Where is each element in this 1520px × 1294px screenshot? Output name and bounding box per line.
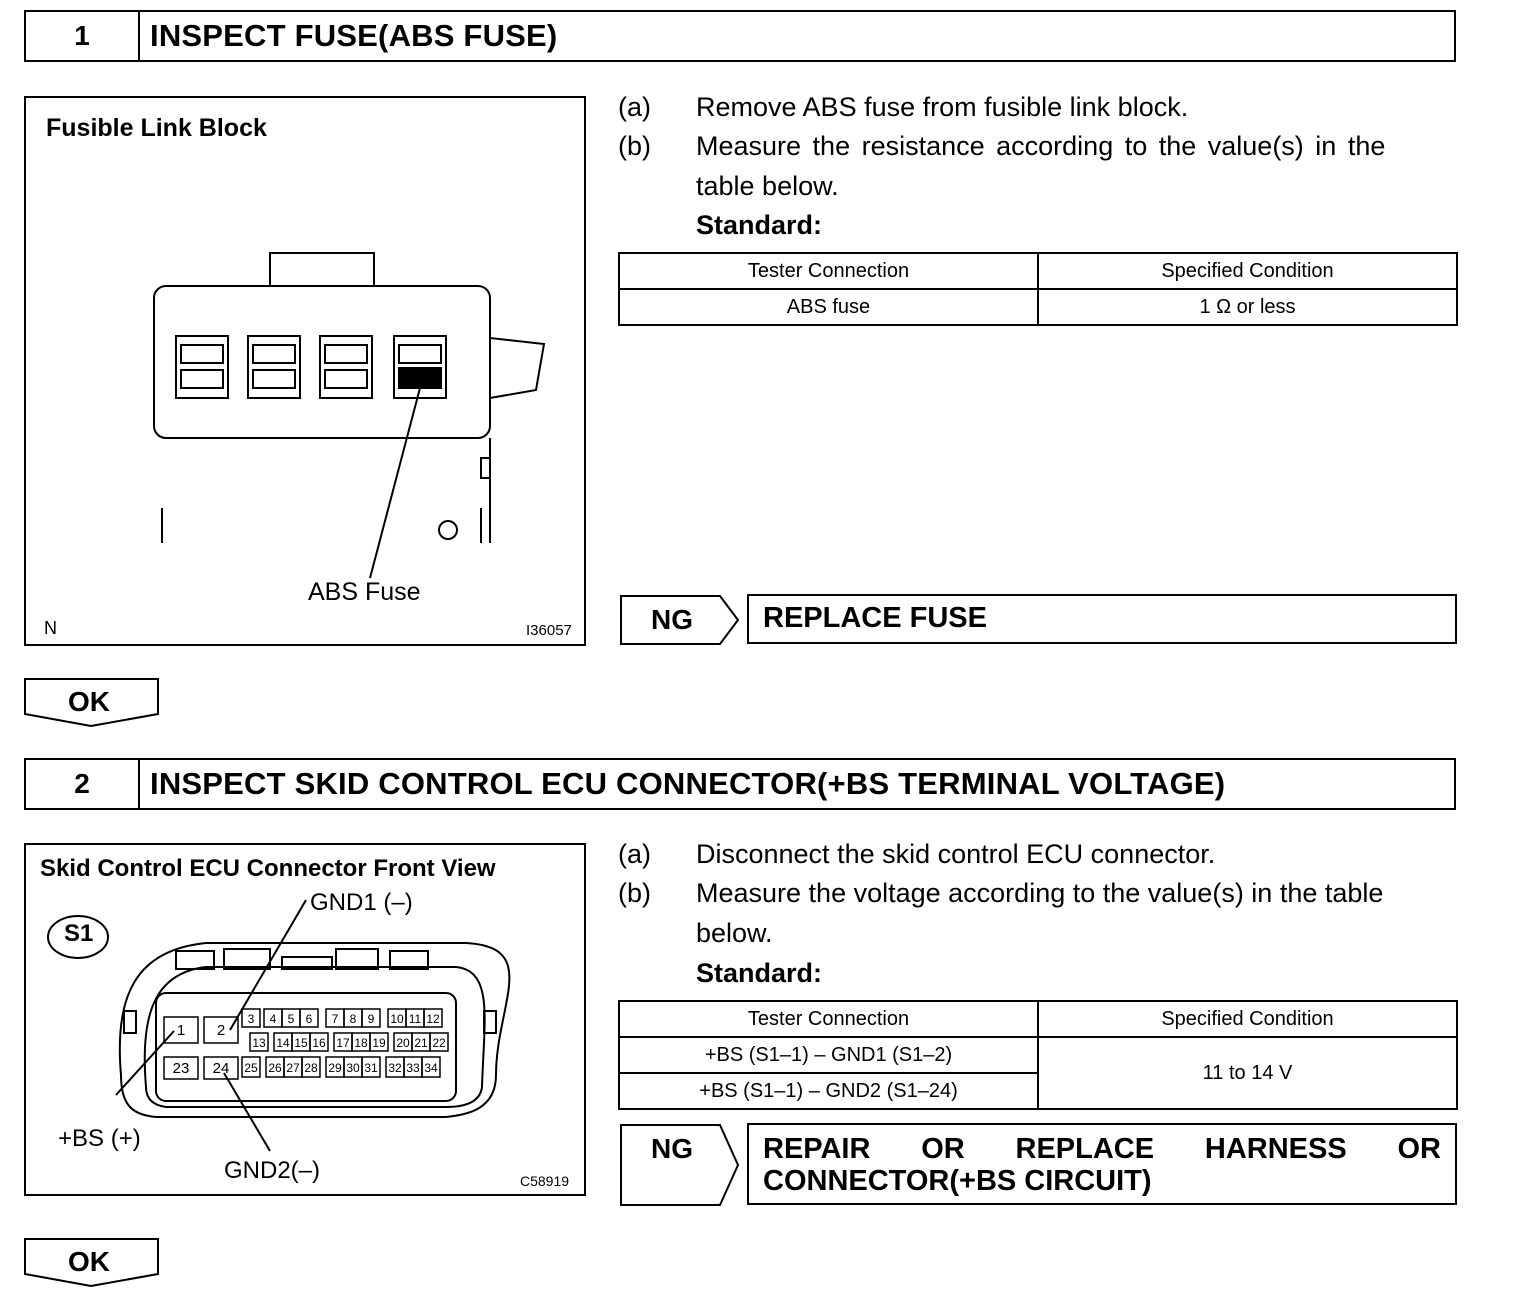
instruction-label: (a) — [618, 92, 651, 122]
pin-label: 13 — [252, 1036, 266, 1050]
pin-label: 25 — [244, 1061, 258, 1075]
pin-label: 26 — [268, 1061, 282, 1075]
pin-label: 12 — [426, 1012, 440, 1026]
table-header: Specified Condition — [1038, 253, 1457, 289]
step2-title: INSPECT SKID CONTROL ECU CONNECTOR(+BS TERMINAL VOLTAGE) — [150, 766, 1226, 801]
pin-label: 7 — [331, 1012, 339, 1026]
table-cell: ABS fuse — [619, 289, 1038, 325]
instruction-text: Measure the resistance according to the value(s) in the — [696, 131, 1386, 161]
pin-label: 15 — [294, 1036, 308, 1050]
pin-label: 5 — [287, 1012, 295, 1026]
replace-fuse-box — [747, 594, 1457, 644]
step2-header — [24, 758, 1456, 810]
pin-label: 18 — [354, 1036, 368, 1050]
instruction-label: (b) — [618, 878, 651, 908]
standard-label: Standard: — [696, 958, 823, 988]
pin-label: 24 — [212, 1060, 230, 1077]
pin-label: 30 — [346, 1061, 360, 1075]
ng-action-line2: CONNECTOR(+BS CIRCUIT) — [763, 1165, 1152, 1197]
table-header: Tester Connection — [619, 253, 1038, 289]
pin-label: 23 — [172, 1060, 190, 1077]
table-header: Specified Condition — [1038, 1001, 1457, 1037]
pin-label: 8 — [349, 1012, 357, 1026]
step1-number: 1 — [26, 12, 140, 60]
instruction-text: Disconnect the skid control ECU connector. — [696, 839, 1216, 869]
pin-label: 4 — [269, 1012, 277, 1026]
step1-figure — [24, 96, 586, 646]
pin-label: 31 — [364, 1061, 378, 1075]
pin-label: 11 — [408, 1012, 422, 1026]
pin-label: 20 — [396, 1036, 410, 1050]
bs-callout: +BS (+) — [58, 1125, 141, 1152]
pin-label: 1 — [176, 1022, 186, 1039]
pin-label: 29 — [328, 1061, 342, 1075]
pin-label: 28 — [304, 1061, 318, 1075]
ng-label: NG — [651, 604, 693, 635]
corner-mark: N — [44, 618, 57, 638]
fusible-link-block-drawing — [26, 98, 584, 644]
repair-harness-box — [747, 1123, 1457, 1205]
ng-action: REPLACE FUSE — [763, 602, 987, 634]
pin-label: 6 — [305, 1012, 313, 1026]
table-cell: +BS (S1–1) – GND1 (S1–2) — [619, 1037, 1038, 1073]
pin-label: 16 — [312, 1036, 326, 1050]
ok-label: OK — [68, 1246, 110, 1277]
pin-label: 32 — [388, 1061, 402, 1075]
gnd2-callout: GND2(–) — [224, 1157, 321, 1184]
standard-label: Standard: — [696, 210, 823, 240]
figure-id: I36057 — [526, 622, 572, 639]
gnd1-callout: GND1 (–) — [310, 889, 413, 916]
table-cell: 1 Ω or less — [1038, 289, 1457, 325]
pin-label: 27 — [286, 1061, 300, 1075]
figure-id: C58919 — [520, 1173, 570, 1189]
step2-figure — [24, 843, 586, 1196]
pin-label: 22 — [432, 1036, 446, 1050]
pin-label: 14 — [276, 1036, 290, 1050]
pin-label: 19 — [372, 1036, 386, 1050]
pin-label: 21 — [414, 1036, 428, 1050]
abs-fuse-callout: ABS Fuse — [308, 578, 421, 606]
pin-label: 9 — [367, 1012, 375, 1026]
connector-id: S1 — [64, 920, 94, 947]
ok-label: OK — [68, 686, 110, 717]
ng-label: NG — [651, 1133, 693, 1164]
step2-number: 2 — [26, 760, 140, 808]
figure-title: Skid Control ECU Connector Front View — [40, 855, 496, 882]
pin-label: 17 — [336, 1036, 350, 1050]
table-cell: 11 to 14 V — [1038, 1037, 1457, 1109]
instruction-label: (a) — [618, 839, 651, 869]
step1-header — [24, 10, 1456, 62]
pin-label: 3 — [247, 1012, 255, 1026]
step1-title: INSPECT FUSE(ABS FUSE) — [150, 18, 558, 53]
figure-title: Fusible Link Block — [46, 114, 267, 142]
spec-table — [618, 1000, 1458, 1110]
instruction-text: table below. — [696, 171, 839, 201]
pin-label: 2 — [216, 1022, 226, 1039]
instruction-label: (b) — [618, 131, 651, 161]
instruction-text: Remove ABS fuse from fusible link block. — [696, 92, 1189, 122]
table-header: Tester Connection — [619, 1001, 1038, 1037]
pin-label: 10 — [390, 1012, 404, 1026]
table-cell: +BS (S1–1) – GND2 (S1–24) — [619, 1073, 1038, 1109]
instruction-text: below. — [696, 918, 773, 948]
pin-label: 34 — [424, 1061, 438, 1075]
ng-action-line1: REPAIR OR REPLACE HARNESS OR — [763, 1133, 1441, 1165]
instruction-text: Measure the voltage according to the value(s) in the table — [696, 878, 1384, 908]
pin-label: 33 — [406, 1061, 420, 1075]
spec-table — [618, 252, 1458, 326]
